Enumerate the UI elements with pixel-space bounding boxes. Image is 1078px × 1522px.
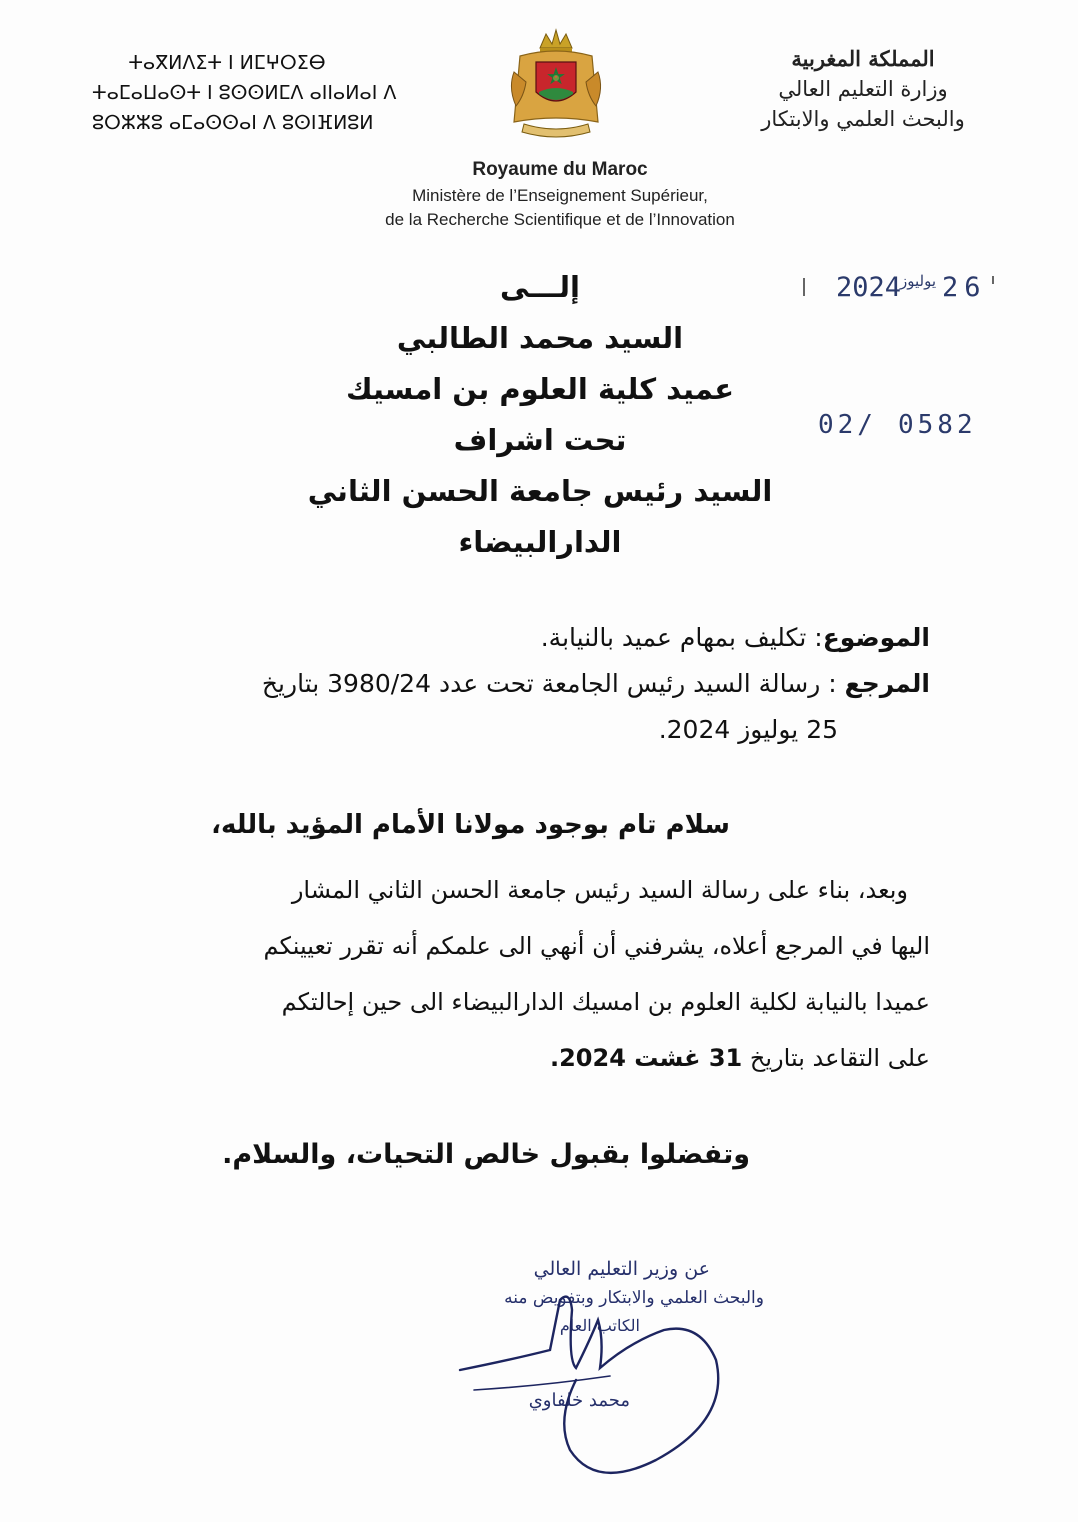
date-month: يوليوز [900, 272, 937, 290]
addressee-block [300, 262, 780, 568]
reference-text: : رسالة السيد رئيس الجامعة تحت عدد 3980/24 بتاريخ [261, 669, 845, 698]
reference-row [130, 661, 930, 707]
addressee-line: الدارالبيضاء [458, 525, 622, 559]
addressee-line: تحت اشراف [453, 423, 627, 457]
handwritten-signature-icon [400, 1250, 770, 1490]
coat-of-arms-icon [506, 26, 606, 142]
body-line-start: على التقاعد بتاريخ [742, 1044, 930, 1072]
addressee-line: السيد رئيس جامعة الحسن الثاني [307, 474, 773, 508]
addressee-to: إلـــى [500, 270, 580, 304]
reference-continuation: 25 يوليوز 2024. [658, 715, 838, 744]
kingdom-arabic: المملكة المغربية [791, 46, 935, 71]
body-paragraph [140, 862, 930, 1086]
body-line: عميدا بالنيابة لكلية العلوم بن امسيك الدارالبيضاء الى حين إحالتكم [281, 988, 930, 1016]
body-line [140, 1030, 930, 1086]
greeting: سلام تام بوجود مولانا الأمام المؤيد بالله، [211, 810, 730, 840]
stamp-mark [803, 278, 805, 296]
ministry-french-line: de la Recherche Scientifique et de l’Innovation [385, 210, 735, 229]
addressee-line: السيد محمد الطالبي [396, 321, 684, 355]
subject-text: : تكليف بمهام عميد بالنيابة. [540, 623, 823, 652]
arabic-ministry-header [743, 44, 983, 134]
tifinagh-line: ⵜⴰⵎⴰⵡⴰⵙⵜ ⵏ ⵓⵙⵙⵍⵎⴷ ⴰⵏⵏⴰⵍⴰⵏ ⴷ [92, 82, 397, 104]
subject-block [130, 615, 930, 753]
kingdom-french: Royaume du Maroc [472, 159, 648, 180]
tifinagh-line: ⵓⵔⵣⵣⵓ ⴰⵎⴰⵙⵙⴰⵏ ⴷ ⵓⵙⵏⴼⵍⵓⵍ [92, 112, 374, 134]
ref-prefix: 02/ [818, 410, 877, 440]
signature-block [400, 1250, 770, 1490]
retirement-date: 31 غشت 2024. [549, 1044, 743, 1072]
subject-row [130, 615, 930, 661]
signatory-name: محمد خلفاوي [528, 1390, 630, 1411]
body-line: اليها في المرجع أعلاه، يشرفني أن أنهي الى علمكم أنه تقرر تعيينكم [263, 932, 930, 960]
reference-number-stamp [818, 410, 998, 450]
ministry-arabic-line: وزارة التعليم العالي [778, 77, 948, 101]
signature-line: الكاتب العام [559, 1316, 640, 1335]
ministry-arabic-line: والبحث العلمي والابتكار [761, 107, 965, 131]
tifinagh-line: ⵜⴰⴳⵍⴷⵉⵜ ⵏ ⵍⵎⵖⵔⵉⴱ [128, 52, 326, 74]
date-day: 26 [942, 272, 987, 303]
date-year: 2024 [836, 272, 902, 303]
subject-label: الموضوع [822, 623, 930, 652]
french-header [360, 156, 760, 232]
signature-line: عن وزير التعليم العالي [533, 1258, 710, 1280]
date-stamp [830, 270, 1000, 310]
closing: وتفضلوا بقبول خالص التحيات، والسلام. [222, 1139, 750, 1170]
addressee-line: عميد كلية العلوم بن امسيك [345, 372, 735, 406]
ministry-french-line: Ministère de l’Enseignement Supérieur, [412, 186, 708, 205]
body-line: وبعد، بناء على رسالة السيد رئيس جامعة الحسن الثاني المشار [291, 876, 908, 904]
signature-line: والبحث العلمي والابتكار وبتفويض منه [504, 1288, 764, 1308]
reference-label: المرجع [844, 669, 930, 698]
ref-number: 0582 [898, 410, 977, 440]
tifinagh-header [92, 48, 397, 138]
